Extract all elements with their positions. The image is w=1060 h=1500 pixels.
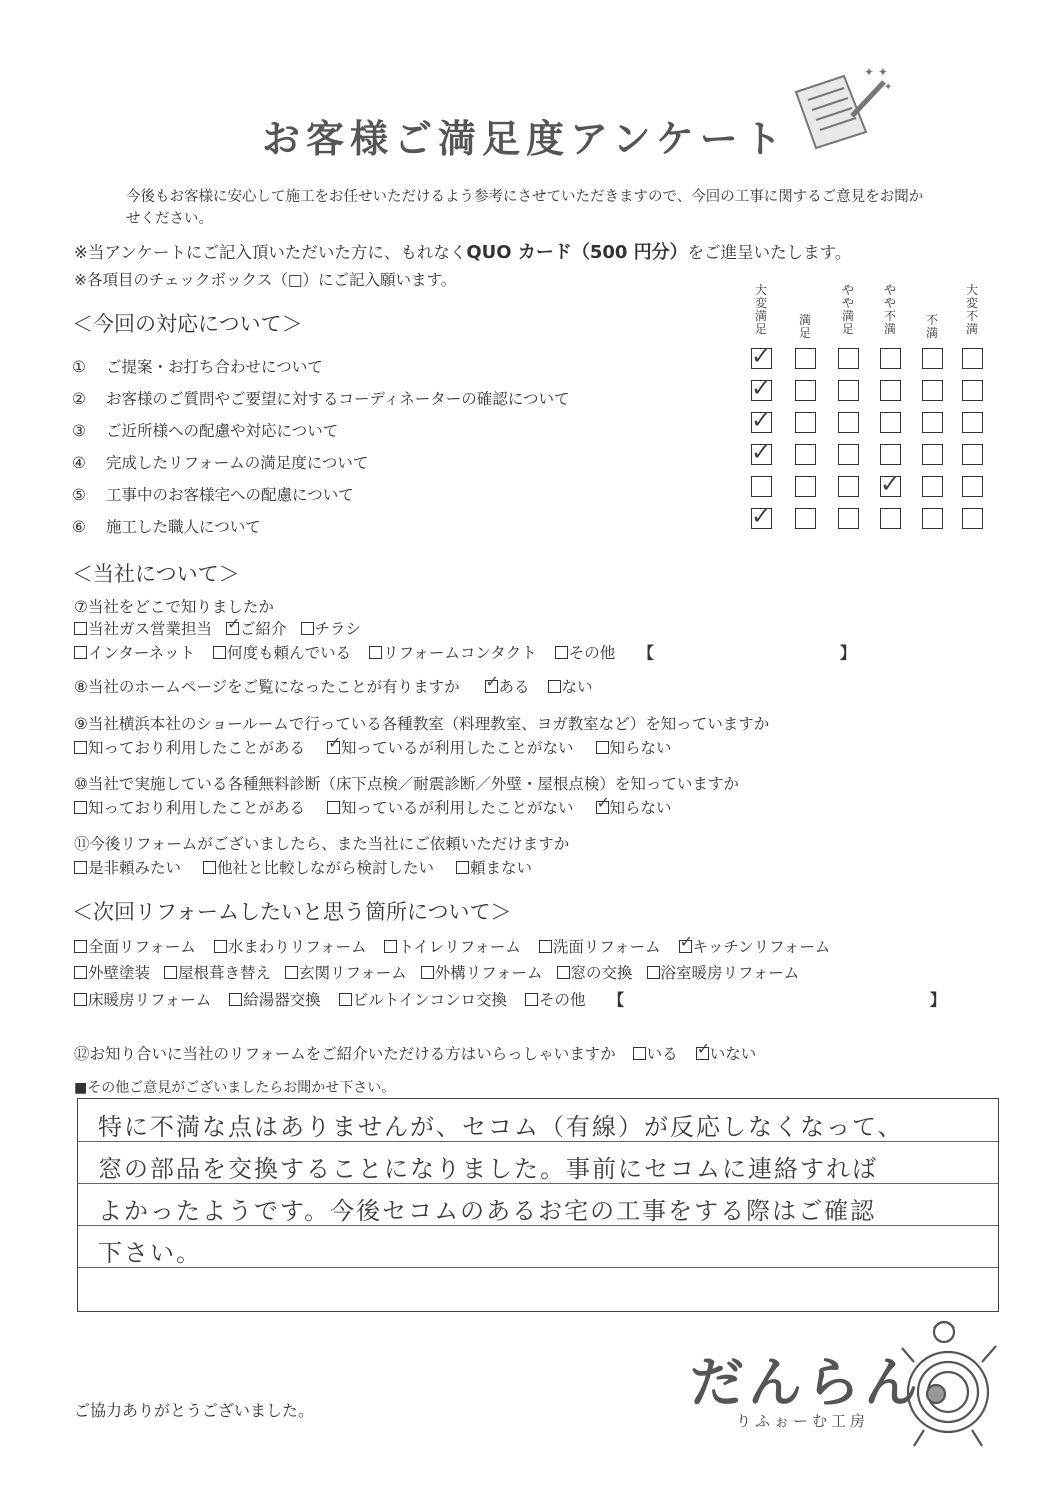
option-checkbox[interactable] <box>301 620 362 638</box>
question-number: ⑤ <box>72 486 86 504</box>
q12-text: ⑫お知り合いに当社のリフォームをご紹介いただける方はいらっしゃいますか <box>74 1045 616 1063</box>
rating-checkbox[interactable] <box>880 412 901 433</box>
next-other-bracket-close: 】 <box>930 991 946 1009</box>
option-checkbox[interactable] <box>485 672 530 696</box>
rating-checkbox[interactable] <box>838 380 859 401</box>
question-number: ② <box>72 390 86 408</box>
rating-checkbox[interactable] <box>751 502 772 530</box>
check-mark-icon: ✓ <box>751 438 772 466</box>
rating-checkbox[interactable] <box>838 476 859 497</box>
next-options-row3 <box>74 988 954 1010</box>
option-checkbox[interactable] <box>525 991 586 1009</box>
mascot-illustration <box>896 1312 1006 1452</box>
q8-row <box>74 672 611 697</box>
option-checkbox[interactable] <box>164 964 271 982</box>
checkbox[interactable] <box>74 622 87 635</box>
rating-question <box>72 387 569 409</box>
option-label: トイレリフォーム <box>398 938 521 956</box>
checkbox[interactable] <box>74 741 87 754</box>
checkbox[interactable] <box>456 861 469 874</box>
option-checkbox[interactable] <box>548 678 593 696</box>
rating-checkbox[interactable] <box>922 380 943 401</box>
svg-text:✦: ✦ <box>884 82 893 93</box>
checkbox[interactable] <box>301 622 314 635</box>
option-label: 頼まない <box>470 859 533 877</box>
rating-checkbox[interactable] <box>922 508 943 529</box>
section-title-company: ＜当社について＞ <box>72 562 240 586</box>
option-label: 外壁塗装 <box>88 964 151 982</box>
checkbox[interactable] <box>369 646 382 659</box>
option-label: 全面リフォーム <box>88 938 196 956</box>
checkbox[interactable] <box>557 966 570 979</box>
option-checkbox[interactable] <box>369 644 537 662</box>
option-checkbox[interactable] <box>74 964 150 982</box>
checkbox[interactable] <box>596 741 609 754</box>
q7-other-bracket-close: 】 <box>840 644 856 662</box>
rating-checkbox[interactable] <box>962 380 983 401</box>
option-label: 知らない <box>609 799 672 817</box>
rating-column-header: やや不満 <box>883 283 896 336</box>
rating-checkbox[interactable] <box>751 374 772 402</box>
question-text: 完成したリフォームの満足度について <box>106 454 369 472</box>
option-checkbox[interactable] <box>74 644 195 662</box>
q10-options <box>74 793 694 818</box>
option-label: 知らない <box>609 739 672 757</box>
q7-options-row1 <box>74 614 375 639</box>
question-number: ③ <box>72 422 86 440</box>
q9-options <box>74 733 694 758</box>
checkbox[interactable] <box>555 646 568 659</box>
question-text: 工事中のお客様宅への配慮について <box>106 486 354 504</box>
rating-checkbox[interactable] <box>880 380 901 401</box>
checkbox[interactable] <box>203 861 216 874</box>
rating-checkbox[interactable] <box>880 348 901 369</box>
next-other-bracket-open: 【 <box>608 991 624 1009</box>
rating-checkbox[interactable] <box>838 412 859 433</box>
option-checkbox[interactable] <box>213 644 351 662</box>
check-mark-icon: ✓ <box>696 1039 711 1058</box>
next-options-row2 <box>74 961 813 983</box>
checkbox[interactable] <box>384 940 397 953</box>
checkbox[interactable] <box>74 993 87 1006</box>
rating-checkbox[interactable] <box>962 476 983 497</box>
option-checkbox[interactable] <box>557 964 633 982</box>
checkbox[interactable] <box>596 793 610 814</box>
rating-checkbox[interactable] <box>922 444 943 465</box>
rating-checkbox[interactable] <box>795 444 816 465</box>
checkbox[interactable] <box>539 940 552 953</box>
check-mark-icon: ✓ <box>751 406 772 434</box>
option-checkbox[interactable] <box>555 644 616 662</box>
rating-checkbox[interactable] <box>795 348 816 369</box>
q10-text: ⑩当社で実施している各種無料診断（床下点検／耐震診断／外壁・屋根点検）を知っていますか <box>74 775 739 793</box>
rating-checkbox[interactable] <box>751 476 772 497</box>
check-mark-icon: ✓ <box>227 614 241 633</box>
option-label: インターネット <box>88 644 196 662</box>
rating-checkbox[interactable] <box>795 476 816 497</box>
checkbox[interactable] <box>229 993 242 1006</box>
option-label: 浴室暖房リフォーム <box>660 964 800 982</box>
check-mark-icon: ✓ <box>679 932 694 951</box>
rating-question <box>72 483 354 505</box>
rating-checkbox[interactable] <box>922 476 943 497</box>
option-label: リフォームコンタクト <box>383 644 537 662</box>
survey-sheet-icon <box>786 62 898 154</box>
option-label: 窓の交換 <box>570 964 633 982</box>
option-label: 是非頼みたい <box>88 859 182 877</box>
option-label: 当社ガス営業担当 <box>88 620 213 638</box>
rating-checkbox[interactable] <box>795 380 816 401</box>
option-checkbox[interactable] <box>647 964 800 982</box>
feedback-line-4: 下さい。 <box>98 1239 202 1267</box>
option-label: その他 <box>568 644 616 662</box>
checkbox[interactable] <box>696 1039 711 1060</box>
checkbox[interactable] <box>548 680 561 693</box>
option-label: いる <box>646 1045 678 1063</box>
option-checkbox[interactable] <box>74 739 305 757</box>
rating-checkbox[interactable] <box>795 508 816 529</box>
rating-question <box>72 419 338 441</box>
section-title-next: ＜次回リフォームしたいと思う箇所について＞ <box>72 900 512 924</box>
rating-checkbox[interactable] <box>751 342 772 370</box>
section-title-current: ＜今回の対応について＞ <box>72 312 303 336</box>
check-mark-icon: ✓ <box>880 470 901 498</box>
option-checkbox[interactable] <box>229 991 321 1009</box>
option-checkbox[interactable] <box>421 964 543 982</box>
checkbox[interactable] <box>339 993 352 1006</box>
rating-checkbox[interactable] <box>880 444 901 465</box>
option-checkbox[interactable] <box>633 1045 678 1063</box>
checkbox[interactable] <box>74 861 87 874</box>
checkbox[interactable] <box>421 966 434 979</box>
intro-text: 今後もお客様に安心して施工をお任せいただけるよう参考にさせていただきますので、今回の工事に関するご意見をお聞かせください。 <box>126 189 924 227</box>
option-label: 水まわりリフォーム <box>227 938 367 956</box>
checkbox[interactable] <box>679 932 694 953</box>
option-checkbox[interactable] <box>285 964 407 982</box>
checkbox[interactable] <box>327 733 342 754</box>
option-label: 床暖房リフォーム <box>88 991 212 1009</box>
company-logo-subtext: りふぉーむ工房 <box>736 1412 870 1430</box>
checkbox[interactable] <box>74 646 87 659</box>
option-checkbox[interactable] <box>74 620 212 638</box>
svg-text:✦ ✦: ✦ ✦ <box>864 65 888 79</box>
rating-checkbox[interactable] <box>962 444 983 465</box>
option-checkbox[interactable] <box>596 793 672 817</box>
option-checkbox[interactable] <box>327 733 574 757</box>
option-checkbox[interactable] <box>74 991 211 1009</box>
option-label: ある <box>498 678 530 696</box>
question-number: ⑥ <box>72 518 86 536</box>
rating-checkbox[interactable] <box>880 470 901 498</box>
checkbox[interactable] <box>647 966 660 979</box>
rating-question <box>72 355 323 377</box>
option-label: 知っており利用したことがある <box>88 739 306 757</box>
rating-checkbox[interactable] <box>922 348 943 369</box>
checkbox[interactable] <box>74 940 87 953</box>
check-mark-icon: ✓ <box>751 342 772 370</box>
rating-checkbox[interactable] <box>962 348 983 369</box>
option-checkbox[interactable] <box>539 938 661 956</box>
checkbox[interactable] <box>213 646 226 659</box>
rating-column-header: やや満足 <box>841 283 854 336</box>
option-label: ない <box>561 678 593 696</box>
option-label: 他社と比較しながら検討したい <box>217 859 435 877</box>
option-label: 屋根葺き替え <box>178 964 272 982</box>
check-mark-icon: ✓ <box>328 733 342 752</box>
checkbox[interactable] <box>74 966 87 979</box>
check-mark-icon: ✓ <box>596 793 610 812</box>
rating-checkbox[interactable] <box>751 438 772 466</box>
q11-text: ⑪今後リフォームがございましたら、また当社にご依頼いただけますか <box>74 835 570 853</box>
checkbox[interactable] <box>485 672 499 693</box>
question-number: ① <box>72 358 86 376</box>
option-label: 外構リフォーム <box>434 964 543 982</box>
option-label: ビルトインコンロ交換 <box>352 991 507 1009</box>
option-label: いない <box>709 1045 757 1063</box>
rating-checkbox[interactable] <box>962 508 983 529</box>
thanks-text: ご協力ありがとうございました。 <box>74 1401 315 1420</box>
rating-question <box>72 515 261 537</box>
q12-row <box>74 1039 774 1064</box>
option-label: 知っており利用したことがある <box>88 799 306 817</box>
rating-column-header: 満足 <box>798 313 811 340</box>
rating-column-header: 不満 <box>925 313 938 340</box>
q7-other-bracket-open: 【 <box>638 644 654 662</box>
rating-checkbox[interactable] <box>751 406 772 434</box>
option-label: その他 <box>538 991 586 1009</box>
option-checkbox[interactable] <box>226 614 287 638</box>
option-checkbox[interactable] <box>456 859 532 877</box>
option-checkbox[interactable] <box>203 859 434 877</box>
option-label: キッチンリフォーム <box>692 938 831 956</box>
rating-checkbox[interactable] <box>795 412 816 433</box>
page-title: お客様ご満足度アンケート <box>262 117 788 161</box>
option-label: 知っているが利用したことがない <box>341 799 574 817</box>
option-checkbox[interactable] <box>384 938 520 956</box>
check-mark-icon: ✓ <box>485 672 499 691</box>
option-checkbox[interactable] <box>679 932 831 956</box>
option-label: 給湯器交換 <box>243 991 321 1009</box>
checkbox[interactable] <box>633 1047 646 1060</box>
rating-column-header: 大変不満 <box>965 283 978 336</box>
feedback-line-2: 窓の部品を交換することになりました。事前にセコムに連絡すれば <box>98 1155 878 1183</box>
rating-question <box>72 451 368 473</box>
question-number: ④ <box>72 454 86 472</box>
feedback-rule <box>78 1267 998 1268</box>
option-label: 洗面リフォーム <box>552 938 661 956</box>
checkbox[interactable] <box>285 966 298 979</box>
rating-checkbox[interactable] <box>838 508 859 529</box>
checkbox[interactable] <box>327 801 340 814</box>
checkbox-note: ※各項目のチェックボックス（□）にご記入願います。 <box>74 271 457 289</box>
rating-checkbox[interactable] <box>922 412 943 433</box>
option-checkbox[interactable] <box>339 991 507 1009</box>
option-label: ご紹介 <box>240 620 287 638</box>
checkbox[interactable] <box>74 801 87 814</box>
company-logo-text: だんらん <box>690 1350 922 1414</box>
quo-card-note: ※当アンケートにご記入頂いただいた方に、もれなくQUO カード（500 円分）をご進呈いたします。 <box>74 242 852 263</box>
rating-column-header: 大変満足 <box>754 283 767 336</box>
checkbox[interactable] <box>226 614 241 635</box>
rating-checkbox[interactable] <box>838 348 859 369</box>
option-label: 何度も頼んでいる <box>227 644 352 662</box>
option-label: チラシ <box>314 620 362 638</box>
checkbox[interactable] <box>164 966 177 979</box>
q7-options-row2 <box>74 641 864 663</box>
question-text: ご近所様への配慮や対応について <box>106 422 339 440</box>
option-checkbox[interactable] <box>74 859 181 877</box>
question-text: お客様のご質問やご要望に対するコーディネーターの確認について <box>106 390 570 408</box>
rating-checkbox[interactable] <box>962 412 983 433</box>
q8-text: ⑧当社のホームページをご覧になったことが有りますか <box>74 678 460 696</box>
feedback-box[interactable] <box>77 1098 999 1312</box>
check-mark-icon: ✓ <box>751 374 772 402</box>
option-label: 知っているが利用したことがない <box>341 739 574 757</box>
q11-options <box>74 856 554 878</box>
rating-checkbox[interactable] <box>880 508 901 529</box>
option-checkbox[interactable] <box>696 1039 757 1063</box>
checkbox[interactable] <box>214 940 227 953</box>
feedback-label: ■その他ご意見がございましたらお聞かせ下さい。 <box>74 1080 396 1096</box>
q7-text: ⑦当社をどこで知りましたか <box>74 598 274 616</box>
option-checkbox[interactable] <box>596 739 672 757</box>
option-checkbox[interactable] <box>74 938 196 956</box>
feedback-line-3: よかったようです。今後セコムのあるお宅の工事をする際はご確認 <box>98 1197 877 1225</box>
question-text: ご提案・お打ち合わせについて <box>106 358 323 376</box>
option-label: 玄関リフォーム <box>299 964 407 982</box>
rating-checkbox[interactable] <box>838 444 859 465</box>
checkbox[interactable] <box>525 993 538 1006</box>
q9-text: ⑨当社横浜本社のショールームで行っている各種教室（料理教室、ヨガ教室など）を知っていますか <box>74 715 770 733</box>
question-text: 施工した職人について <box>106 518 261 536</box>
check-mark-icon: ✓ <box>751 502 772 530</box>
option-checkbox[interactable] <box>74 799 305 817</box>
option-checkbox[interactable] <box>327 799 574 817</box>
feedback-line-1: 特に不満な点はありませんが、セコム（有線）が反応しなくなって、 <box>98 1113 904 1141</box>
option-checkbox[interactable] <box>214 938 367 956</box>
next-options-row1 <box>74 932 848 957</box>
